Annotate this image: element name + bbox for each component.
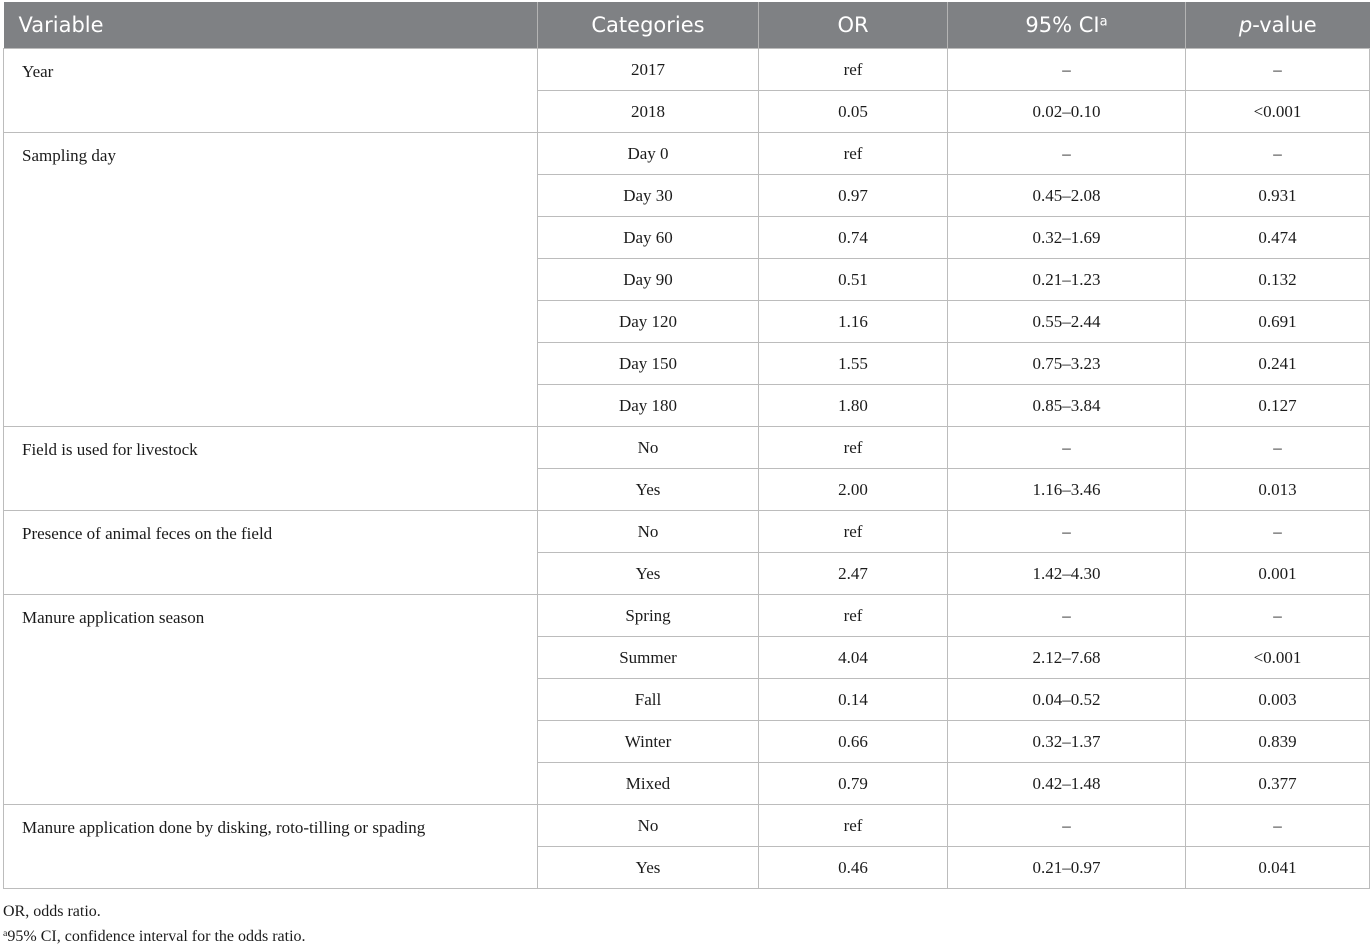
- p-value-cell: –: [1186, 511, 1370, 553]
- category-cell: 2018: [538, 91, 759, 133]
- ci-cell: 0.45–2.08: [948, 175, 1186, 217]
- ci-cell: 0.42–1.48: [948, 763, 1186, 805]
- ci-cell: 1.16–3.46: [948, 469, 1186, 511]
- table-body: [4, 49, 1370, 889]
- header-categories: Categories: [538, 2, 759, 49]
- ci-cell: –: [948, 805, 1186, 847]
- ci-cell: 0.55–2.44: [948, 301, 1186, 343]
- variable-cell: Field is used for livestock: [4, 427, 538, 511]
- or-cell: 2.47: [759, 553, 948, 595]
- category-cell: No: [538, 511, 759, 553]
- category-cell: Day 150: [538, 343, 759, 385]
- or-cell: 0.14: [759, 679, 948, 721]
- ci-cell: 0.32–1.69: [948, 217, 1186, 259]
- p-value-cell: 0.132: [1186, 259, 1370, 301]
- p-value-cell: –: [1186, 133, 1370, 175]
- p-value-cell: 0.001: [1186, 553, 1370, 595]
- or-cell: 0.97: [759, 175, 948, 217]
- p-value-cell: 0.377: [1186, 763, 1370, 805]
- odds-ratio-table: [3, 2, 1370, 889]
- or-cell: 4.04: [759, 637, 948, 679]
- category-cell: Yes: [538, 553, 759, 595]
- or-cell: 0.74: [759, 217, 948, 259]
- category-cell: Day 90: [538, 259, 759, 301]
- category-cell: 2017: [538, 49, 759, 91]
- or-cell: 1.55: [759, 343, 948, 385]
- or-cell: 0.79: [759, 763, 948, 805]
- variable-cell: Manure application done by disking, roto-tilling or spading: [4, 805, 538, 889]
- header-p-italic: p: [1238, 13, 1253, 37]
- header-p-value: [1186, 2, 1370, 49]
- or-cell: 2.00: [759, 469, 948, 511]
- header-row: [4, 2, 1370, 49]
- ci-cell: 1.42–4.30: [948, 553, 1186, 595]
- footnote-ci-marker: a: [3, 928, 8, 940]
- category-cell: No: [538, 805, 759, 847]
- or-cell: ref: [759, 805, 948, 847]
- category-cell: Day 180: [538, 385, 759, 427]
- category-cell: Yes: [538, 469, 759, 511]
- category-cell: Day 0: [538, 133, 759, 175]
- ci-cell: 0.32–1.37: [948, 721, 1186, 763]
- ci-cell: 2.12–7.68: [948, 637, 1186, 679]
- footnote-ci-text: 95% CI, confidence interval for the odds ratio.: [7, 928, 306, 945]
- footnote-abbreviation: OR, odds ratio.: [3, 903, 101, 920]
- category-cell: Winter: [538, 721, 759, 763]
- p-value-cell: 0.474: [1186, 217, 1370, 259]
- ci-cell: 0.75–3.23: [948, 343, 1186, 385]
- category-cell: Day 120: [538, 301, 759, 343]
- category-cell: Day 60: [538, 217, 759, 259]
- category-cell: Mixed: [538, 763, 759, 805]
- or-cell: ref: [759, 427, 948, 469]
- p-value-cell: –: [1186, 805, 1370, 847]
- ci-cell: 0.85–3.84: [948, 385, 1186, 427]
- header-ci-label: 95% CI: [1025, 13, 1100, 37]
- p-value-cell: –: [1186, 595, 1370, 637]
- variable-cell: Manure application season: [4, 595, 538, 805]
- ci-cell: –: [948, 49, 1186, 91]
- or-cell: 0.05: [759, 91, 948, 133]
- or-cell: 1.16: [759, 301, 948, 343]
- p-value-cell: <0.001: [1186, 637, 1370, 679]
- or-cell: ref: [759, 133, 948, 175]
- p-value-cell: <0.001: [1186, 91, 1370, 133]
- category-cell: Summer: [538, 637, 759, 679]
- table-row: [4, 133, 1370, 175]
- table-row: [4, 427, 1370, 469]
- p-value-cell: 0.003: [1186, 679, 1370, 721]
- table-header: [4, 2, 1370, 49]
- header-ci: [948, 2, 1186, 49]
- p-value-cell: 0.013: [1186, 469, 1370, 511]
- ci-cell: –: [948, 427, 1186, 469]
- category-cell: No: [538, 427, 759, 469]
- table-row: [4, 805, 1370, 847]
- ci-cell: –: [948, 511, 1186, 553]
- category-cell: Day 30: [538, 175, 759, 217]
- p-value-cell: 0.839: [1186, 721, 1370, 763]
- table-row: [4, 511, 1370, 553]
- or-cell: 0.46: [759, 847, 948, 889]
- table-row: [4, 49, 1370, 91]
- ci-cell: –: [948, 133, 1186, 175]
- header-p-rest: -value: [1252, 13, 1317, 37]
- header-variable: Variable: [4, 2, 538, 49]
- or-cell: ref: [759, 49, 948, 91]
- ci-cell: 0.04–0.52: [948, 679, 1186, 721]
- or-cell: ref: [759, 595, 948, 637]
- p-value-cell: –: [1186, 427, 1370, 469]
- category-cell: Fall: [538, 679, 759, 721]
- or-cell: 0.51: [759, 259, 948, 301]
- header-ci-superscript: a: [1099, 14, 1108, 30]
- p-value-cell: –: [1186, 49, 1370, 91]
- p-value-cell: 0.041: [1186, 847, 1370, 889]
- ci-cell: 0.21–1.23: [948, 259, 1186, 301]
- footnote-ci: [3, 928, 306, 946]
- p-value-cell: 0.691: [1186, 301, 1370, 343]
- p-value-cell: 0.127: [1186, 385, 1370, 427]
- variable-cell: Sampling day: [4, 133, 538, 427]
- category-cell: Yes: [538, 847, 759, 889]
- table-row: [4, 595, 1370, 637]
- variable-cell: Year: [4, 49, 538, 133]
- or-cell: 0.66: [759, 721, 948, 763]
- p-value-cell: 0.931: [1186, 175, 1370, 217]
- header-or: OR: [759, 2, 948, 49]
- category-cell: Spring: [538, 595, 759, 637]
- ci-cell: –: [948, 595, 1186, 637]
- variable-cell: Presence of animal feces on the field: [4, 511, 538, 595]
- ci-cell: 0.21–0.97: [948, 847, 1186, 889]
- or-cell: ref: [759, 511, 948, 553]
- ci-cell: 0.02–0.10: [948, 91, 1186, 133]
- odds-ratio-table-container: [3, 2, 1369, 889]
- p-value-cell: 0.241: [1186, 343, 1370, 385]
- or-cell: 1.80: [759, 385, 948, 427]
